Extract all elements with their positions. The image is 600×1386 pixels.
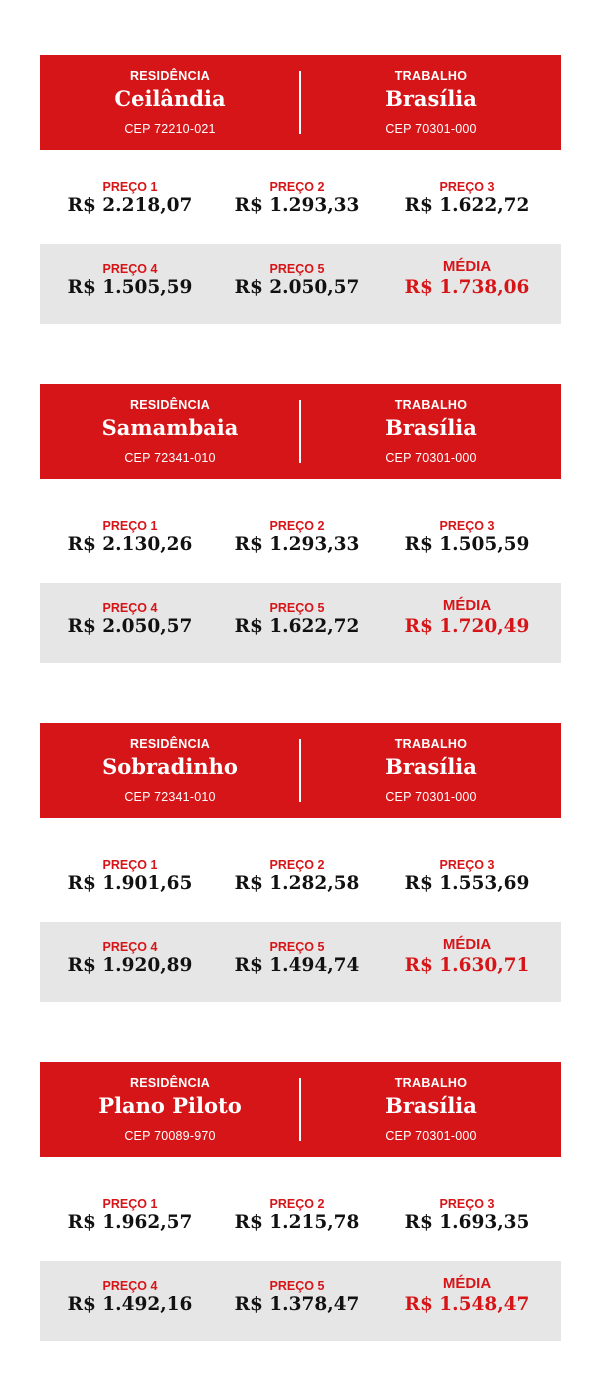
price-row: [40, 244, 561, 324]
price-value: R$ 1.282,58: [234, 873, 360, 894]
average-cell: [380, 1261, 554, 1341]
work-place: Brasília: [385, 86, 477, 111]
price-cell: [210, 501, 384, 581]
residence-column: [40, 1062, 300, 1157]
residence-column: [40, 55, 300, 150]
average-label: MÉDIA: [442, 258, 492, 275]
price-value: R$ 1.494,74: [234, 955, 360, 976]
residence-label: RESIDÊNCIA: [129, 737, 211, 751]
work-place: Brasília: [385, 754, 477, 779]
price-value: R$ 2.050,57: [67, 616, 193, 637]
residence-place: Samambaia: [101, 415, 239, 440]
residence-column: [40, 723, 300, 818]
average-label: MÉDIA: [442, 1275, 492, 1292]
price-cell: [380, 162, 554, 242]
price-cell: [380, 840, 554, 920]
residence-cep: CEP 72210-021: [124, 122, 216, 136]
residence-cep: CEP 72341-010: [124, 790, 216, 804]
price-cell: [210, 922, 384, 1002]
price-label: PREÇO 1: [102, 180, 158, 194]
price-value: R$ 1.293,33: [234, 195, 360, 216]
price-label: PREÇO 1: [102, 858, 158, 872]
price-value: R$ 2.218,07: [67, 195, 193, 216]
price-label: PREÇO 5: [269, 262, 325, 276]
price-value: R$ 1.293,33: [234, 534, 360, 555]
residence-place: Sobradinho: [102, 754, 238, 779]
price-value: R$ 1.553,69: [404, 873, 530, 894]
price-cell: [210, 1261, 384, 1341]
work-cep: CEP 70301-000: [385, 1129, 477, 1143]
price-cell: [380, 1179, 554, 1259]
work-cep: CEP 70301-000: [385, 790, 477, 804]
work-column: [301, 723, 561, 818]
price-label: PREÇO 4: [102, 940, 158, 954]
work-label: TRABALHO: [394, 69, 468, 83]
price-label: PREÇO 3: [439, 1197, 495, 1211]
work-place: Brasília: [385, 415, 477, 440]
price-value: R$ 1.378,47: [234, 1294, 360, 1315]
price-row: [40, 501, 561, 581]
price-value: R$ 1.962,57: [67, 1212, 193, 1233]
price-row: [40, 840, 561, 920]
price-cell: [210, 244, 384, 324]
price-cell: [43, 840, 217, 920]
work-column: [301, 384, 561, 479]
average-value: R$ 1.720,49: [404, 616, 530, 637]
price-cell: [43, 1261, 217, 1341]
average-cell: [380, 583, 554, 663]
residence-cep: CEP 70089-970: [124, 1129, 216, 1143]
price-value: R$ 1.693,35: [404, 1212, 530, 1233]
price-value: R$ 2.130,26: [67, 534, 193, 555]
work-label: TRABALHO: [394, 1076, 468, 1090]
comparison-block: [40, 55, 561, 324]
price-value: R$ 2.050,57: [234, 277, 360, 298]
price-cell: [43, 1179, 217, 1259]
price-label: PREÇO 2: [269, 1197, 325, 1211]
price-cell: [43, 501, 217, 581]
work-cep: CEP 70301-000: [385, 122, 477, 136]
route-header: [40, 723, 561, 818]
comparison-block: [40, 723, 561, 1002]
price-value: R$ 1.622,72: [404, 195, 530, 216]
price-value: R$ 1.622,72: [234, 616, 360, 637]
price-cell: [43, 244, 217, 324]
price-label: PREÇO 2: [269, 858, 325, 872]
price-cell: [43, 922, 217, 1002]
route-header: [40, 1062, 561, 1157]
residence-label: RESIDÊNCIA: [129, 69, 211, 83]
price-label: PREÇO 5: [269, 940, 325, 954]
average-label: MÉDIA: [442, 936, 492, 953]
average-value: R$ 1.630,71: [404, 955, 530, 976]
price-label: PREÇO 3: [439, 858, 495, 872]
price-row: [40, 922, 561, 1002]
price-cell: [43, 583, 217, 663]
price-label: PREÇO 1: [102, 519, 158, 533]
residence-cep: CEP 72341-010: [124, 451, 216, 465]
average-value: R$ 1.548,47: [404, 1294, 530, 1315]
price-value: R$ 1.492,16: [67, 1294, 193, 1315]
average-value: R$ 1.738,06: [404, 277, 530, 298]
residence-label: RESIDÊNCIA: [129, 1076, 211, 1090]
price-label: PREÇO 1: [102, 1197, 158, 1211]
residence-place: Plano Piloto: [98, 1093, 242, 1118]
price-row: [40, 1261, 561, 1341]
price-label: PREÇO 3: [439, 519, 495, 533]
route-header: [40, 55, 561, 150]
work-column: [301, 1062, 561, 1157]
route-header: [40, 384, 561, 479]
average-label: MÉDIA: [442, 597, 492, 614]
price-value: R$ 1.505,59: [67, 277, 193, 298]
residence-label: RESIDÊNCIA: [129, 398, 211, 412]
price-cell: [210, 162, 384, 242]
price-label: PREÇO 2: [269, 180, 325, 194]
price-label: PREÇO 4: [102, 1279, 158, 1293]
price-value: R$ 1.215,78: [234, 1212, 360, 1233]
price-value: R$ 1.901,65: [67, 873, 193, 894]
price-row: [40, 1179, 561, 1259]
price-label: PREÇO 4: [102, 601, 158, 615]
comparison-block: [40, 384, 561, 663]
price-cell: [210, 1179, 384, 1259]
price-value: R$ 1.505,59: [404, 534, 530, 555]
residence-column: [40, 384, 300, 479]
price-label: PREÇO 4: [102, 262, 158, 276]
price-label: PREÇO 3: [439, 180, 495, 194]
price-label: PREÇO 2: [269, 519, 325, 533]
price-label: PREÇO 5: [269, 1279, 325, 1293]
price-cell: [210, 840, 384, 920]
work-cep: CEP 70301-000: [385, 451, 477, 465]
comparison-block: [40, 1062, 561, 1341]
price-cell: [380, 501, 554, 581]
price-row: [40, 583, 561, 663]
price-label: PREÇO 5: [269, 601, 325, 615]
work-column: [301, 55, 561, 150]
price-cell: [43, 162, 217, 242]
work-place: Brasília: [385, 1093, 477, 1118]
average-cell: [380, 922, 554, 1002]
residence-place: Ceilândia: [114, 86, 226, 111]
price-value: R$ 1.920,89: [67, 955, 193, 976]
price-cell: [210, 583, 384, 663]
average-cell: [380, 244, 554, 324]
price-row: [40, 162, 561, 242]
work-label: TRABALHO: [394, 398, 468, 412]
work-label: TRABALHO: [394, 737, 468, 751]
